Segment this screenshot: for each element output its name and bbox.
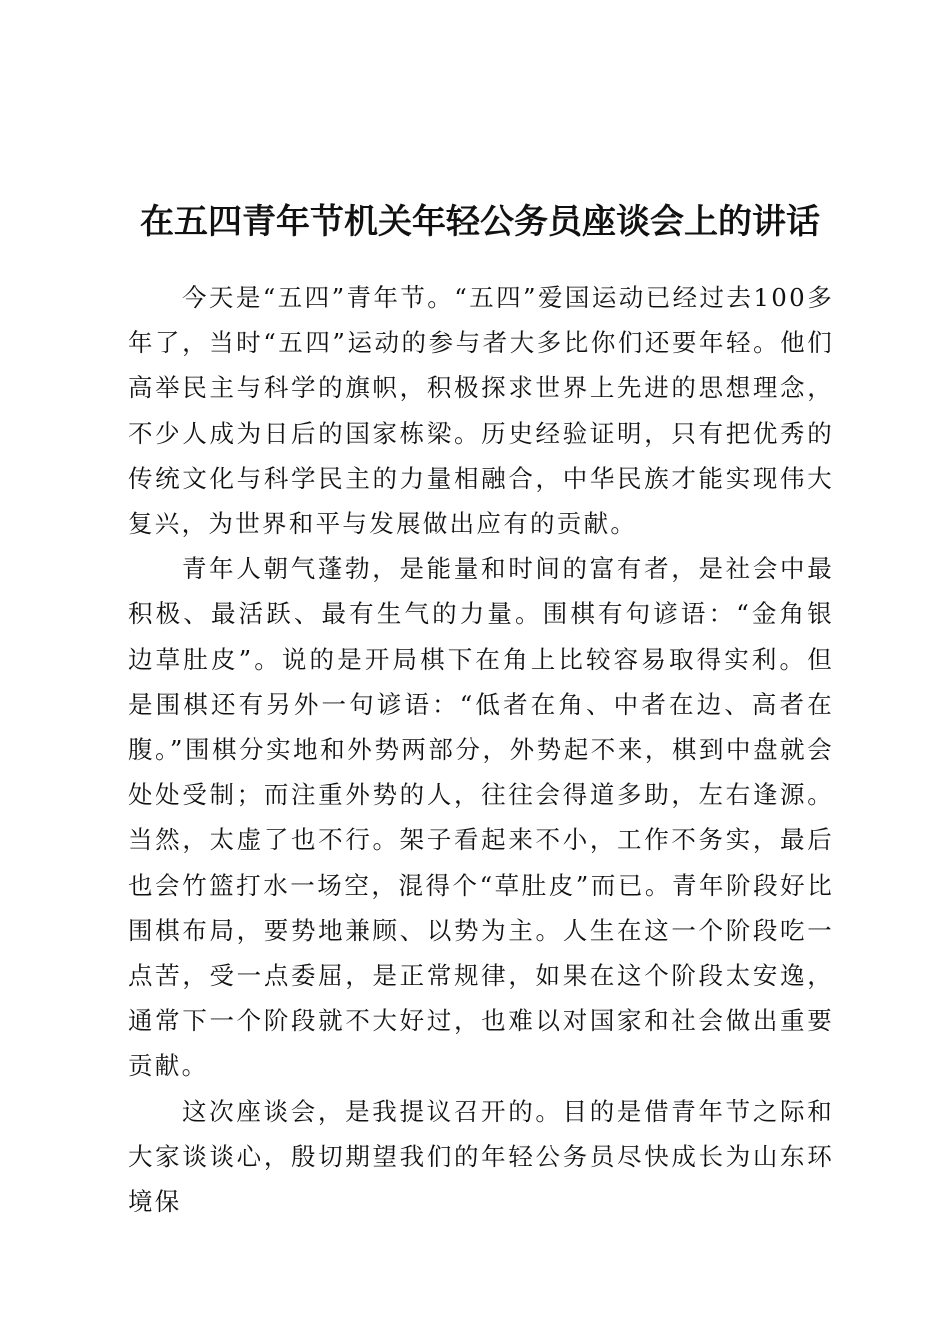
paragraph-1: 今天是“五四”青年节。“五四”爱国运动已经过去100多年了，当时“五四”运动的参与者大多比你们还要年轻。他们高举民主与科学的旗帜，积极探求世界上先进的思想理念，不少人成为日后的国家栋梁。历史经验证明，只有把优秀的传统文化与科学民主的力量相融合，中华民族才能实现伟大复兴，为世界和平与发展做出应有的贡献。 (128, 283, 834, 539)
document-body (128, 275, 834, 1224)
paragraph-3: 这次座谈会，是我提议召开的。目的是借青年节之际和大家谈谈心，殷切期望我们的年轻公务员尽快成长为山东环境保 (128, 1096, 834, 1217)
paragraph-2: 青年人朝气蓬勃，是能量和时间的富有者，是社会中最积极、最活跃、最有生气的力量。围棋有句谚语：“金角银边草肚皮”。说的是开局棋下在角上比较容易取得实利。但是围棋还有另外一句谚语：“低者在角、中者在边、高者在腹。”围棋分实地和外势两部分，外势起不来，棋到中盘就会处处受制；而注重外势的人，往往会得道多助，左右逢源。当然，太虚了也不行。架子看起来不小，工作不务实，最后也会竹篮打水一场空，混得个“草肚皮”而已。青年阶段好比围棋布局，要势地兼顾、以势为主。人生在这一个阶段吃一点苦，受一点委屈，是正常规律，如果在这个阶段太安逸，通常下一个阶段就不大好过，也难以对国家和社会做出重要贡献。 (128, 554, 834, 1081)
document-title: 在五四青年节机关年轻公务员座谈会上的讲话 (140, 202, 820, 242)
